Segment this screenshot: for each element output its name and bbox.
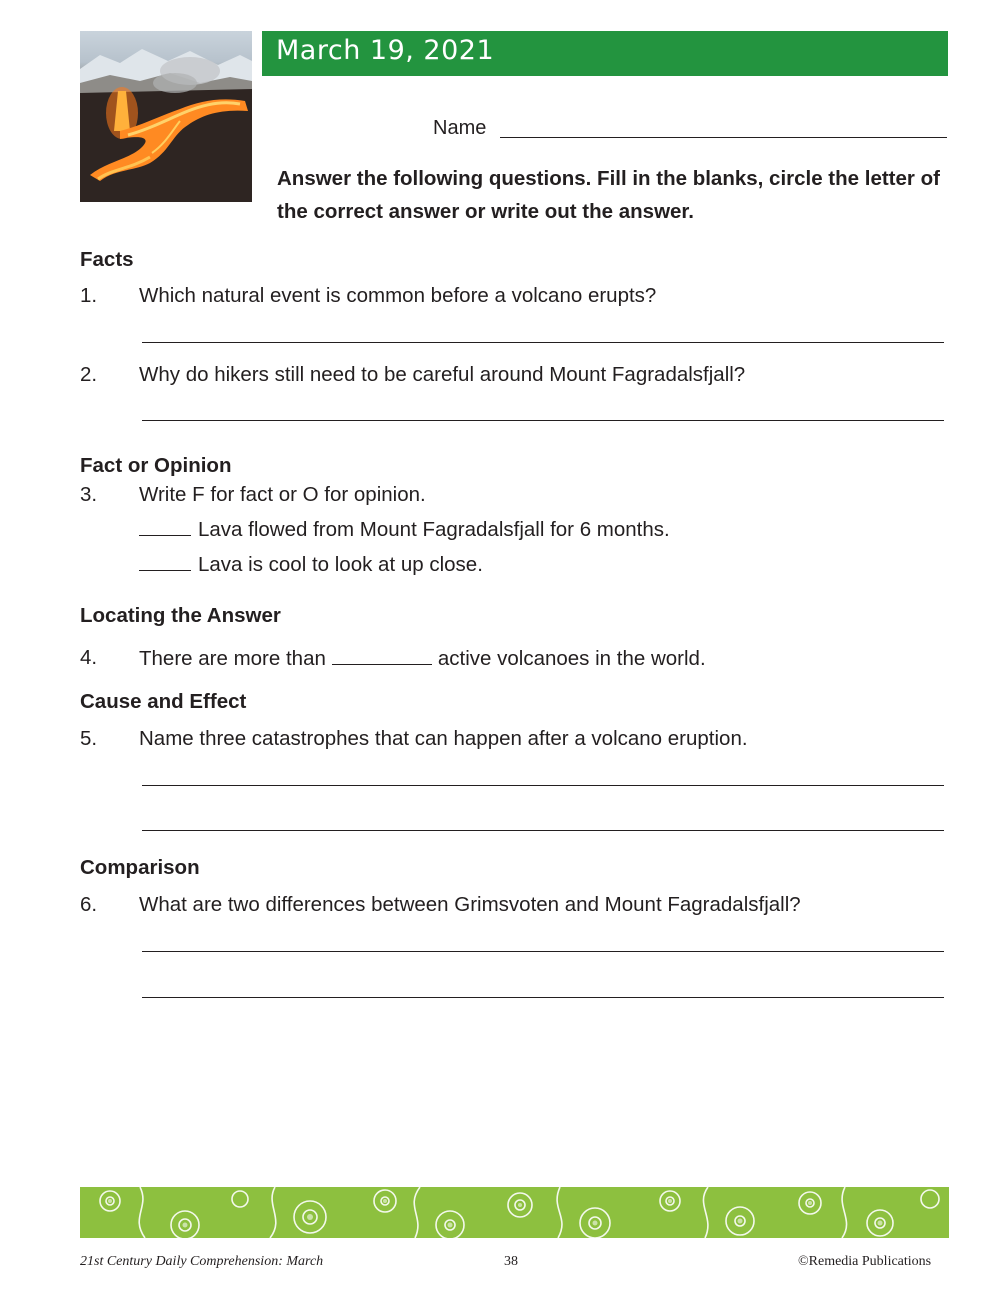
fill-in-blank[interactable] bbox=[332, 646, 432, 665]
statement-text: Lava flowed from Mount Fagradalsfjall for 6 months. bbox=[198, 518, 670, 541]
answer-line[interactable] bbox=[142, 785, 944, 786]
floral-footer-band bbox=[80, 1187, 949, 1238]
answer-line[interactable] bbox=[142, 830, 944, 831]
question-text: What are two differences between Grimsvoten and Mount Fagradalsfjall? bbox=[139, 893, 801, 916]
question-number: 2. bbox=[80, 363, 98, 386]
question-number: 5. bbox=[80, 727, 98, 750]
section-heading-fact-or-opinion: Fact or Opinion bbox=[80, 454, 232, 477]
question-text: Which natural event is common before a volcano erupts? bbox=[139, 284, 657, 307]
question-text bbox=[139, 646, 706, 671]
answer-line[interactable] bbox=[142, 420, 944, 421]
date-title: March 19, 2021 bbox=[276, 35, 495, 66]
fact-opinion-blank[interactable] bbox=[139, 552, 191, 571]
answer-line[interactable] bbox=[142, 342, 944, 343]
question-text-after: active volcanoes in the world. bbox=[437, 647, 706, 670]
question-number: 6. bbox=[80, 893, 98, 916]
name-label: Name bbox=[433, 117, 487, 139]
answer-line[interactable] bbox=[142, 951, 944, 952]
question-text-before: There are more than bbox=[139, 647, 326, 670]
section-heading-comparison: Comparison bbox=[80, 856, 200, 879]
section-heading-cause-and-effect: Cause and Effect bbox=[80, 690, 247, 713]
fact-opinion-statement bbox=[139, 517, 670, 542]
statement-text: Lava is cool to look at up close. bbox=[198, 553, 483, 576]
name-field[interactable] bbox=[500, 137, 947, 138]
page-number: 38 bbox=[504, 1254, 518, 1269]
volcano-eruption-photo bbox=[80, 31, 252, 202]
question-text: Write F for fact or O for opinion. bbox=[139, 483, 426, 506]
footer-publisher: ©Remedia Publications bbox=[798, 1254, 932, 1269]
section-heading-facts: Facts bbox=[80, 248, 134, 271]
question-text: Name three catastrophes that can happen after a volcano eruption. bbox=[139, 727, 748, 750]
fact-opinion-blank[interactable] bbox=[139, 517, 191, 536]
section-heading-locating-the-answer: Locating the Answer bbox=[80, 604, 281, 627]
date-header-bar bbox=[262, 31, 948, 76]
answer-line[interactable] bbox=[142, 997, 944, 998]
fact-opinion-statement bbox=[139, 552, 483, 577]
question-text: Why do hikers still need to be careful around Mount Fagradalsfjall? bbox=[139, 363, 746, 386]
instructions: Answer the following questions. Fill in the blanks, circle the letter of the correct answer or write out the answer. bbox=[277, 167, 940, 223]
question-number: 4. bbox=[80, 646, 98, 669]
question-number: 3. bbox=[80, 483, 98, 506]
question-number: 1. bbox=[80, 284, 98, 307]
footer-book-title: 21st Century Daily Comprehension: March bbox=[80, 1254, 324, 1269]
